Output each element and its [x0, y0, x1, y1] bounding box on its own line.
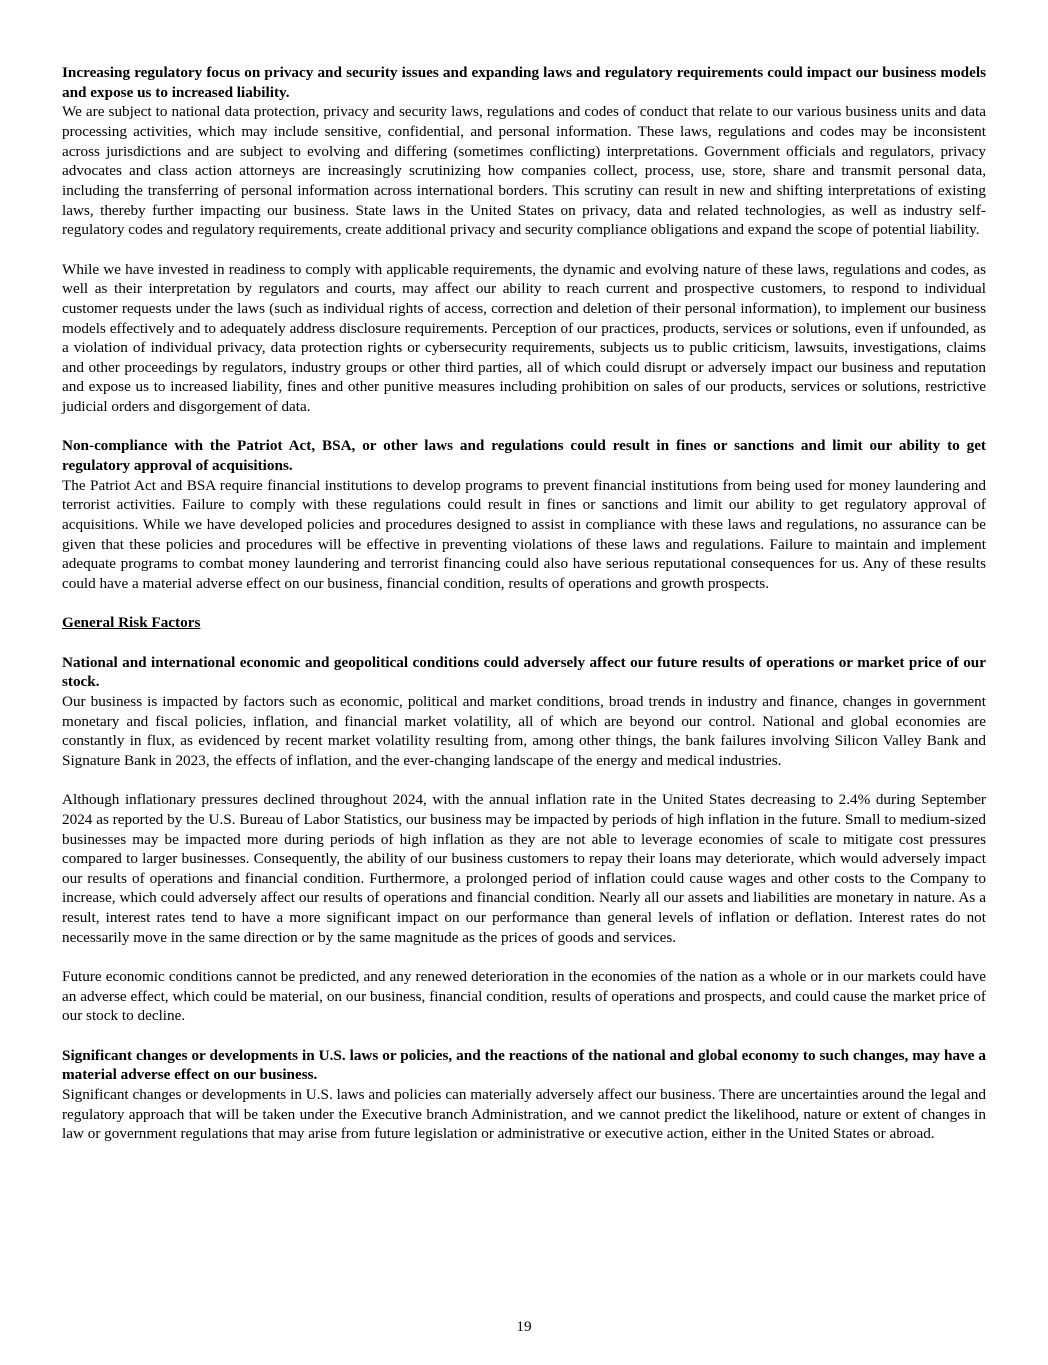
- page-number: 19: [516, 1318, 532, 1335]
- paragraph: The Patriot Act and BSA require financial institutions to develop programs to prevent financial institutions from being used for money laundering and terrorist activities. Failure to comply with these regulations could result in fines or sanctions and limit our ability to get regulatory approval of acquisitions. While we have developed policies and procedures designed to assist in compliance with these laws and regulations, no assurance can be given that these policies and procedures will be effective in preventing violations of these laws and regulations. Failure to maintain and implement adequate programs to combat money laundering and terrorist financing could also have serious reputational consequences for us. Any of these results could have a material adverse effect on our business, financial condition, results of operations and growth prospects.: [62, 476, 986, 593]
- paragraph: Although inflationary pressures declined throughout 2024, with the annual inflation rate in the United States decreasing to 2.4% during September 2024 as reported by the U.S. Bureau of Labor Statistics, our business may be impacted by periods of high inflation in the future. Small to medium-sized businesses may be impacted more during periods of high inflation as they are not able to leverage economies of scale to mitigate cost pressures compared to larger businesses. Consequently, the ability of our business customers to repay their loans may deteriorate, which would adversely impact our results of operations and financial condition. Furthermore, a prolonged period of inflation could cause wages and other costs to the Company to increase, which could adversely affect our results of operations and financial condition. Nearly all our assets and liabilities are monetary in nature. As a result, interest rates tend to have a more significant impact on our performance than general levels of inflation or deflation. Interest rates do not necessarily move in the same direction or by the same magnitude as the prices of goods and services.: [62, 791, 986, 946]
- document-page: [62, 63, 986, 1164]
- paragraph: Future economic conditions cannot be predicted, and any renewed deterioration in the economies of the nation as a whole or in our markets could have an adverse effect, which could be material, on our business, financial condition, results of operations and prospects, and could cause the market price of our stock to decline.: [62, 968, 986, 1025]
- paragraph: Significant changes or developments in U.S. laws and policies can materially adversely affect our business. There are uncertainties around the legal and regulatory approach that will be taken under the Executive branch Administration, and we cannot predict the likelihood, nature or extent of changes in law or government regulations that may arise from future legislation or administrative or executive action, either in the United States or abroad.: [62, 1086, 986, 1143]
- risk-heading-privacy: Increasing regulatory focus on privacy and security issues and expanding laws and regulatory requirements could impact our business models and expose us to increased liability.: [62, 64, 986, 101]
- section-title-general-risk-factors: General Risk Factors: [62, 614, 201, 632]
- paragraph: While we have invested in readiness to comply with applicable requirements, the dynamic and evolving nature of these laws, regulations and codes, as well as their interpretation by regulators and courts, may affect our ability to reach current and prospective customers, to respond to individual customer requests under the laws (such as individual rights of access, correction and deletion of their personal information), to implement our business models effectively and to adequately address disclosure requirements. Perception of our practices, products, services or solutions, even if unfounded, as a violation of individual privacy, data protection rights or cybersecurity requirements, subjects us to public criticism, lawsuits, investigations, claims and other proceedings by regulators, industry groups or other third parties, all of which could disrupt or adversely impact our business and reputation and expose us to increased liability, fines and other punitive measures including prohibition on sales of our products, services or solutions, restrictive judicial orders and disgorgement of data.: [62, 260, 986, 416]
- risk-heading-us-policy: Significant changes or developments in U.S. laws or policies, and the reactions of the national and global economy to such changes, may have a material adverse effect on our business.: [62, 1046, 986, 1084]
- risk-heading-patriot-act: Non-compliance with the Patriot Act, BSA, or other laws and regulations could result in fines or sanctions and limit our ability to get regulatory approval of acquisitions.: [62, 437, 986, 475]
- paragraph: We are subject to national data protection, privacy and security laws, regulations and codes of conduct that relate to our various business units and data processing activities, which may include sensitive, confidential, and personal information. These laws, regulations and codes may be inconsistent across jurisdictions and are subject to evolving and differing (sometimes conflicting) interpretations. Government officials and regulators, privacy advocates and class action attorneys are increasingly scrutinizing how companies collect, process, use, store, share and transmit personal data, including the transferring of personal information across international borders. This scrutiny can result in new and shifting interpretations of existing laws, thereby further impacting our business. State laws in the United States on privacy, data and related technologies, as well as industry self-regulatory codes and regulatory requirements, create additional privacy and security compliance obligations and expand the scope of potential liability.: [62, 103, 986, 239]
- paragraph: Our business is impacted by factors such as economic, political and market conditions, broad trends in industry and finance, changes in government monetary and fiscal policies, inflation, and financial market volatility, all of which are beyond our control. National and global economies are constantly in flux, as evidenced by recent market volatility resulting from, among other things, the bank failures involving Silicon Valley Bank and Signature Bank in 2023, the effects of inflation, and the ever-changing landscape of the energy and medical industries.: [62, 692, 986, 769]
- risk-heading-economic-conditions: National and international economic and geopolitical conditions could adversely affect our future results of operations or market price of our stock.: [62, 653, 986, 691]
